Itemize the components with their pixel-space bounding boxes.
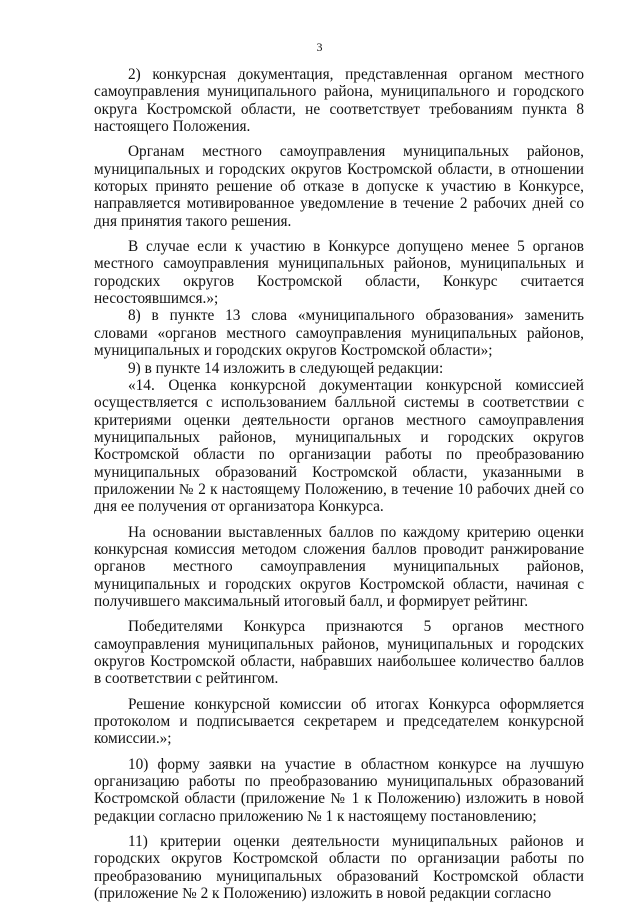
paragraph-winners: Победителями Конкурса признаются 5 органов местного самоуправления муниципальных районов, муниципальных и городских округов Костромской области, набравших наибольшее количество баллов в соответствии с рейтингом.: [94, 618, 584, 688]
paragraph-item-10: 10) форму заявки на участие в областном конкурсе на лучшую организацию работы по преобразованию муниципальных образований Костромской области (приложение № 1 к Положению) изложить в новой редакции согласно приложению № 1 к настоящему постановлению;: [94, 755, 584, 825]
paragraph-decision: Решение конкурсной комиссии об итогах Конкурса оформляется протоколом и подписывается секретарем и председателем конкурсной комиссии.»;: [94, 695, 584, 748]
paragraph-refusal-notice: Органам местного самоуправления муниципальных районов, муниципальных и городских округов Костромской области, в отношении которых принято решение об отказе в допуске к участию в Конкурсе, направляется мотивированное уведомление в течение 2 рабочих дней со дня принятия такого решения.: [94, 143, 584, 230]
page-number: 3: [316, 40, 323, 54]
paragraph-item-9: 9) в пункте 14 изложить в следующей редакции:: [128, 359, 444, 377]
paragraph-item-8: 8) в пункте 13 слова «муниципального образования» заменить словами «органов местного самоуправления муниципальных районов, муниципальных и городских округов Костромской области»;: [94, 307, 584, 360]
paragraph-item-2: 2) конкурсная документация, представленная органом местного самоуправления муниципального района, муниципального и городского округа Костромской области, не соответствует требованиям пункта 8 настоящего Положения.: [94, 66, 584, 136]
paragraph-clause-14: «14. Оценка конкурсной документации конкурсной комиссией осуществляется с использованием балльной системы в соответствии с критериями оценки деятельности органов местного самоуправления муниципальных районов, муниципальных и городских округов Костромской области по организации работы по преобразованию муниципальных образований Костромской области, указанными в приложении № 2 к настоящему Положению, в течение 10 рабочих дней со дня ее получения от организатора Конкурса.: [94, 376, 584, 516]
paragraph-contest-failed: В случае если к участию в Конкурсе допущено менее 5 органов местного самоуправления муниципальных районов, муниципальных и городских округов Костромской области, Конкурс считается несостоявшимся.»;: [94, 238, 584, 308]
document-body: [94, 66, 584, 902]
paragraph-item-11: 11) критерии оценки деятельности муниципальных районов и городских округов Костромской области по организации работы по преобразованию муниципальных образований Костромской области (приложение № 2 к Положению) изложить в новой редакции согласно: [94, 833, 584, 903]
paragraph-ranking: На основании выставленных баллов по каждому критерию оценки конкурсная комиссия методом сложения баллов проводит ранжирование органов местного самоуправления муниципальных районов, муниципальных и городских округов Костромской области, начиная с получившего максимальный итоговый балл, и формирует рейтинг.: [94, 523, 584, 610]
